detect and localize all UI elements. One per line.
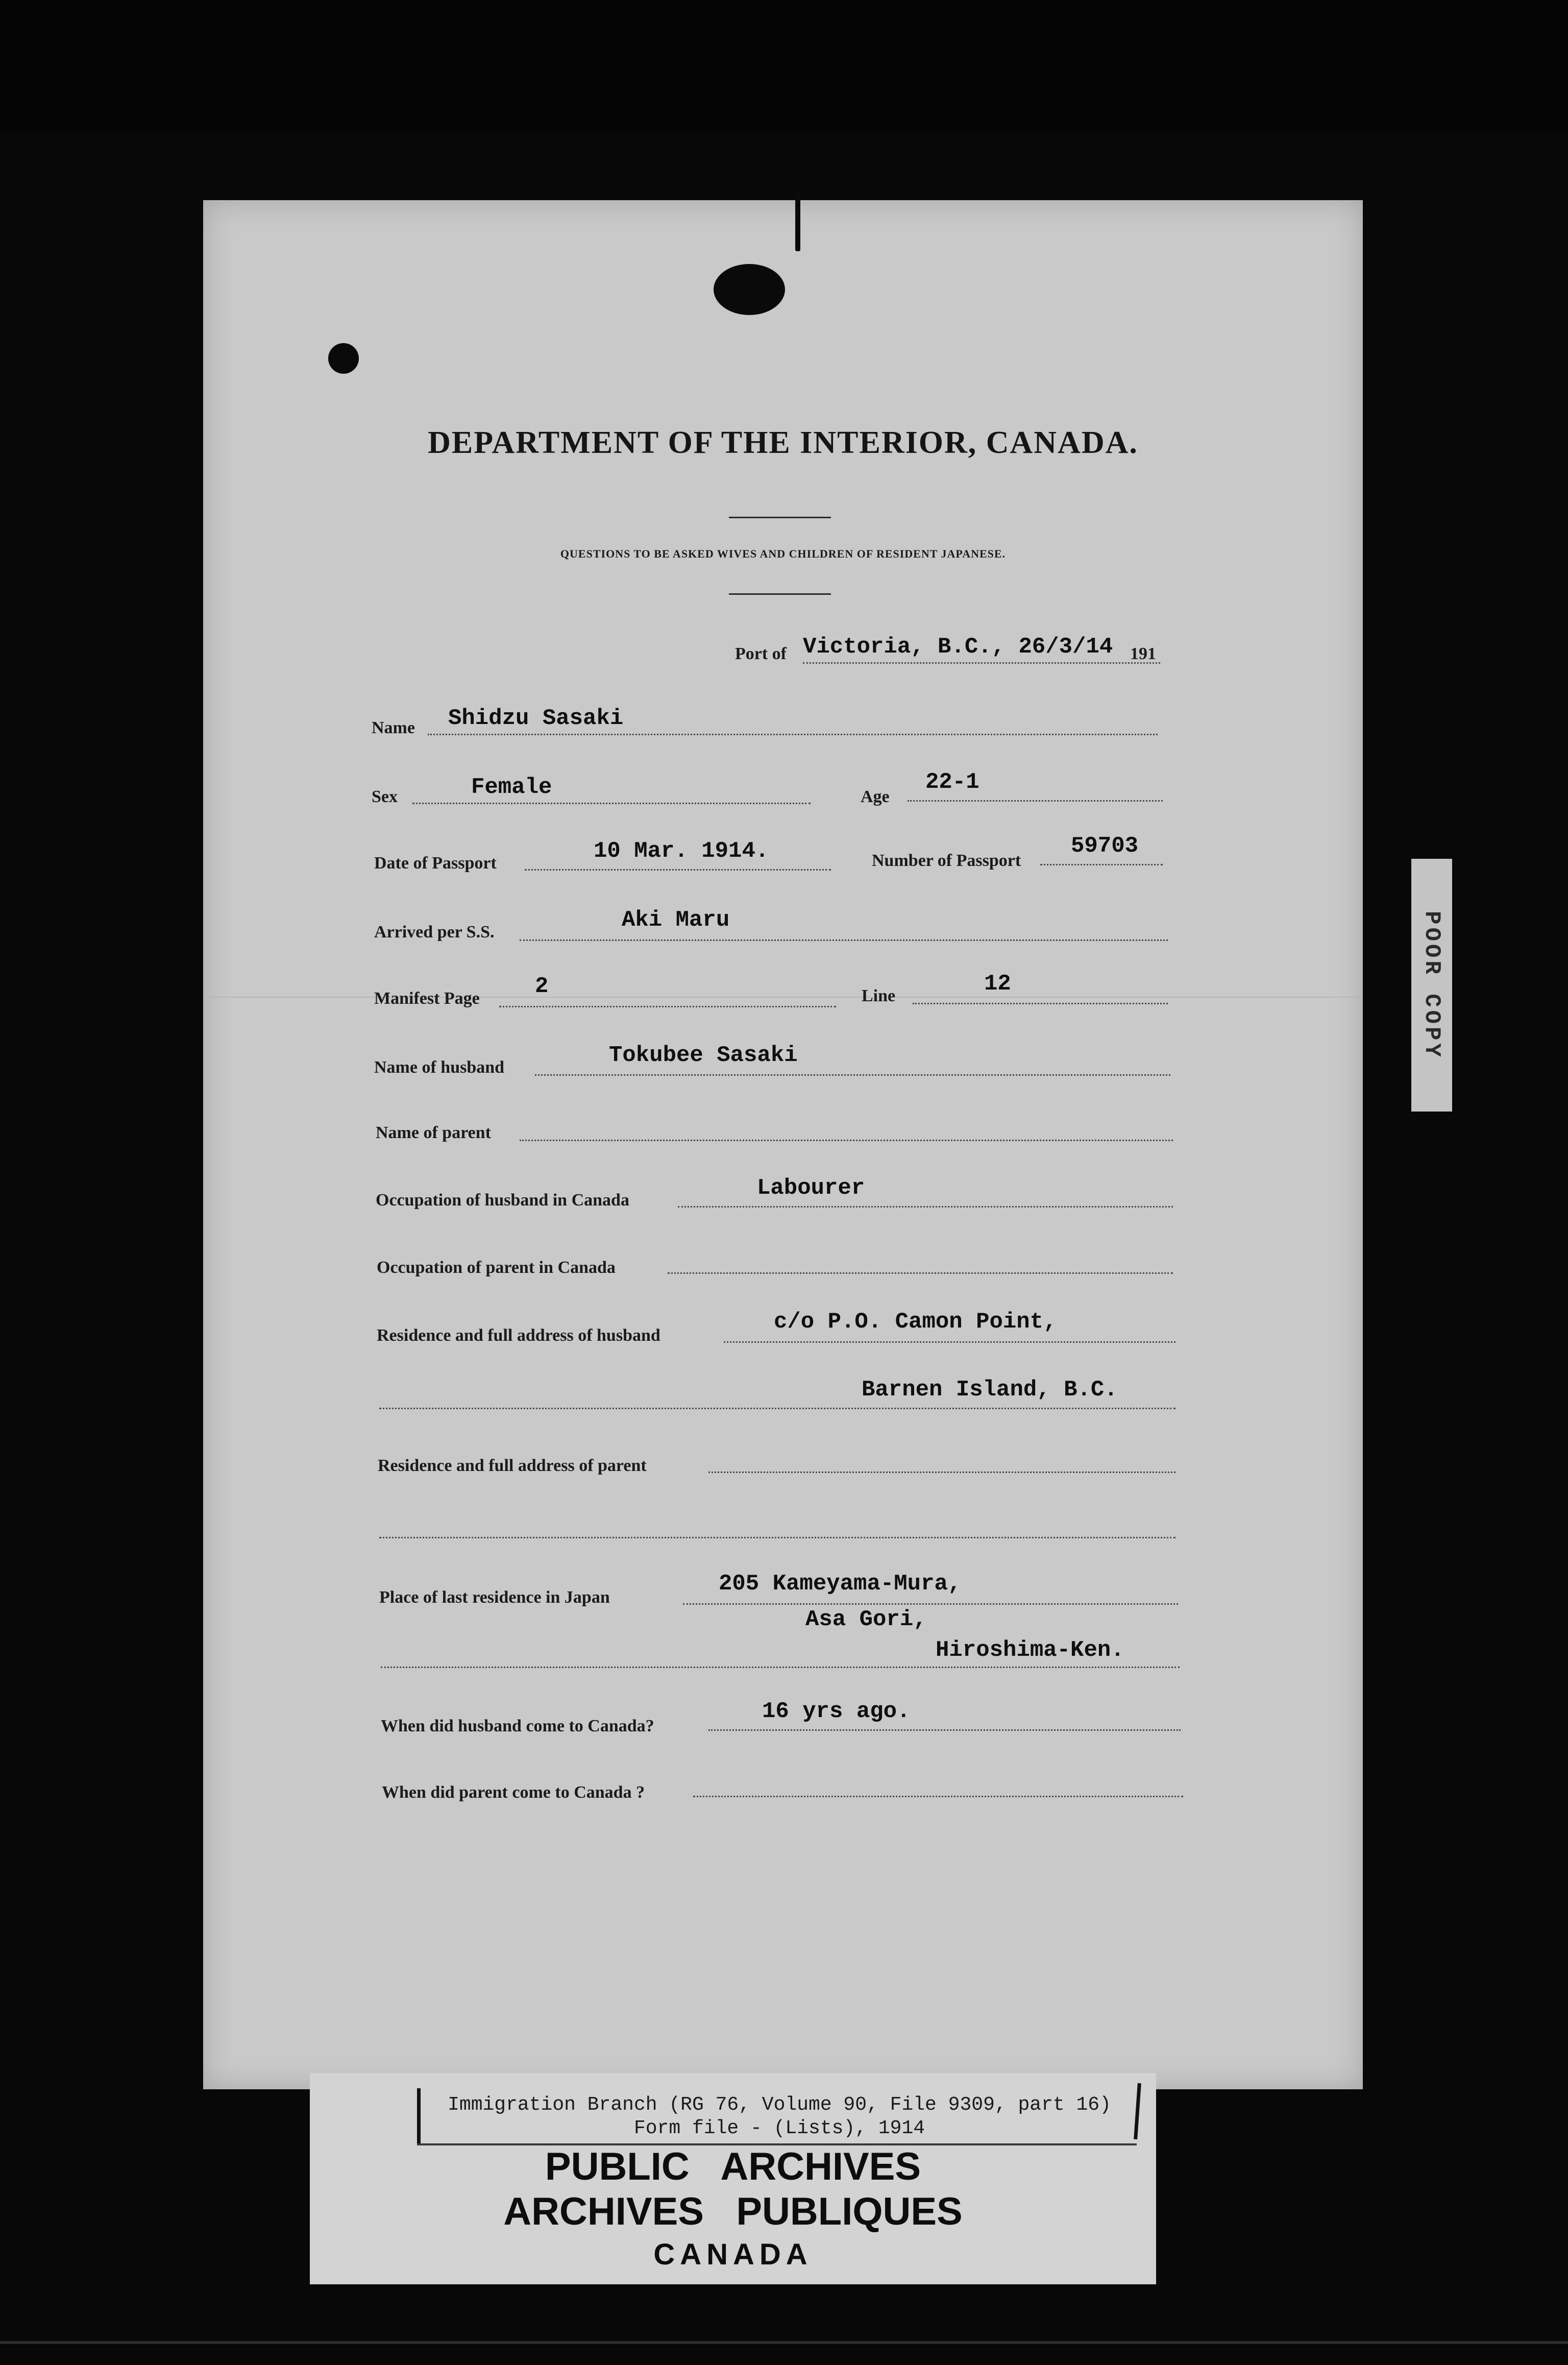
- punch-hole-left: [328, 343, 359, 374]
- parent-address-dotted-line-2: [379, 1537, 1175, 1538]
- husband-name-value: Tokubee Sasaki: [609, 1043, 798, 1068]
- husband-address-label: Residence and full address of husband: [377, 1326, 660, 1345]
- line-label: Line: [862, 986, 896, 1005]
- title-rule-top: [729, 517, 831, 518]
- husband-occupation-value: Labourer: [757, 1175, 865, 1201]
- port-value: Victoria, B.C., 26/3/14: [803, 634, 1113, 660]
- parent-occupation-dotted-line: [668, 1272, 1173, 1274]
- archives-bracket-right: [1134, 2083, 1141, 2139]
- age-label: Age: [861, 787, 890, 806]
- husband-name-label: Name of husband: [374, 1058, 505, 1077]
- film-edge-line: [0, 2341, 1568, 2344]
- age-dotted-line: [908, 800, 1163, 802]
- passport-date-value: 10 Mar. 1914.: [594, 838, 769, 864]
- arrived-per-dotted-line: [520, 939, 1168, 941]
- department-title: DEPARTMENT OF THE INTERIOR, CANADA.: [428, 425, 1138, 460]
- form-subtitle: QUESTIONS TO BE ASKED WIVES AND CHILDREN OF RESIDENT JAPANESE.: [560, 547, 1006, 560]
- port-dotted-line: [803, 662, 1160, 664]
- husband-came-dotted-line: [708, 1729, 1181, 1731]
- parent-address-label: Residence and full address of parent: [378, 1456, 647, 1475]
- line-value: 12: [984, 971, 1011, 997]
- archives-bracket-left: [417, 2088, 421, 2144]
- archives-line-english: PUBLIC ARCHIVES: [545, 2145, 921, 2188]
- archives-reference-line1: Immigration Branch (RG 76, Volume 90, File 9309, part 16): [448, 2094, 1111, 2116]
- parent-name-dotted-line: [520, 1140, 1173, 1141]
- manifest-page-label: Manifest Page: [374, 989, 480, 1008]
- last-residence-label: Place of last residence in Japan: [379, 1588, 610, 1607]
- husband-occupation-dotted-line: [678, 1206, 1173, 1208]
- archives-line-french: ARCHIVES PUBLIQUES: [503, 2190, 963, 2233]
- name-dotted-line: [428, 734, 1158, 735]
- husband-address-dotted-line-2: [379, 1408, 1175, 1409]
- husband-came-value: 16 yrs ago.: [762, 1699, 911, 1724]
- husband-occupation-label: Occupation of husband in Canada: [376, 1191, 629, 1210]
- passport-number-label: Number of Passport: [872, 851, 1021, 870]
- parent-address-dotted-line-1: [708, 1471, 1175, 1473]
- parent-came-dotted-line: [693, 1796, 1183, 1797]
- port-label: Port of: [735, 644, 787, 663]
- last-residence-line2: Asa Gori,: [805, 1607, 927, 1632]
- passport-date-label: Date of Passport: [374, 854, 497, 873]
- archives-reference: [427, 2093, 1132, 2140]
- sex-value: Female: [471, 775, 552, 800]
- last-residence-line3: Hiroshima-Ken.: [936, 1637, 1124, 1663]
- arrived-per-label: Arrived per S.S.: [374, 923, 495, 942]
- husband-address-dotted-line-1: [724, 1341, 1175, 1343]
- passport-number-value: 59703: [1071, 833, 1139, 859]
- last-residence-dotted-line-2: [381, 1667, 1180, 1668]
- poor-copy-stamp: [1411, 859, 1452, 1112]
- sex-dotted-line: [412, 803, 811, 804]
- husband-came-label: When did husband come to Canada?: [381, 1717, 654, 1735]
- husband-name-dotted-line: [535, 1074, 1170, 1076]
- last-residence-dotted-line-1: [683, 1603, 1178, 1605]
- age-value: 22-1: [925, 769, 979, 795]
- punch-hole-top: [714, 264, 785, 315]
- manifest-page-value: 2: [535, 974, 549, 999]
- archives-country: CANADA: [653, 2238, 813, 2271]
- parent-name-label: Name of parent: [376, 1123, 491, 1142]
- manifest-page-dotted-line: [499, 1006, 836, 1007]
- passport-date-dotted-line: [525, 869, 831, 871]
- film-margin-top: [0, 0, 1568, 133]
- parent-came-label: When did parent come to Canada ?: [382, 1783, 645, 1802]
- husband-address-line1: c/o P.O. Camon Point,: [774, 1309, 1057, 1335]
- archives-label: [310, 2073, 1156, 2284]
- sex-label: Sex: [372, 787, 398, 806]
- immigration-form-sheet: [203, 200, 1363, 2089]
- archives-reference-line2: Form file - (Lists), 1914: [633, 2117, 925, 2139]
- name-value: Shidzu Sasaki: [448, 706, 624, 731]
- arrived-per-value: Aki Maru: [622, 907, 730, 933]
- husband-address-line2: Barnen Island, B.C.: [862, 1377, 1118, 1403]
- name-label: Name: [372, 718, 415, 737]
- parent-occupation-label: Occupation of parent in Canada: [377, 1258, 616, 1277]
- last-residence-line1: 205 Kameyama-Mura,: [719, 1571, 962, 1597]
- passport-number-dotted-line: [1040, 864, 1163, 865]
- title-rule-bottom: [729, 593, 831, 595]
- line-dotted-line: [913, 1003, 1168, 1004]
- poor-copy-text: POOR COPY: [1419, 910, 1444, 1060]
- punch-hole-top-notch: [795, 195, 800, 251]
- port-year-prefix: 191: [1130, 644, 1156, 663]
